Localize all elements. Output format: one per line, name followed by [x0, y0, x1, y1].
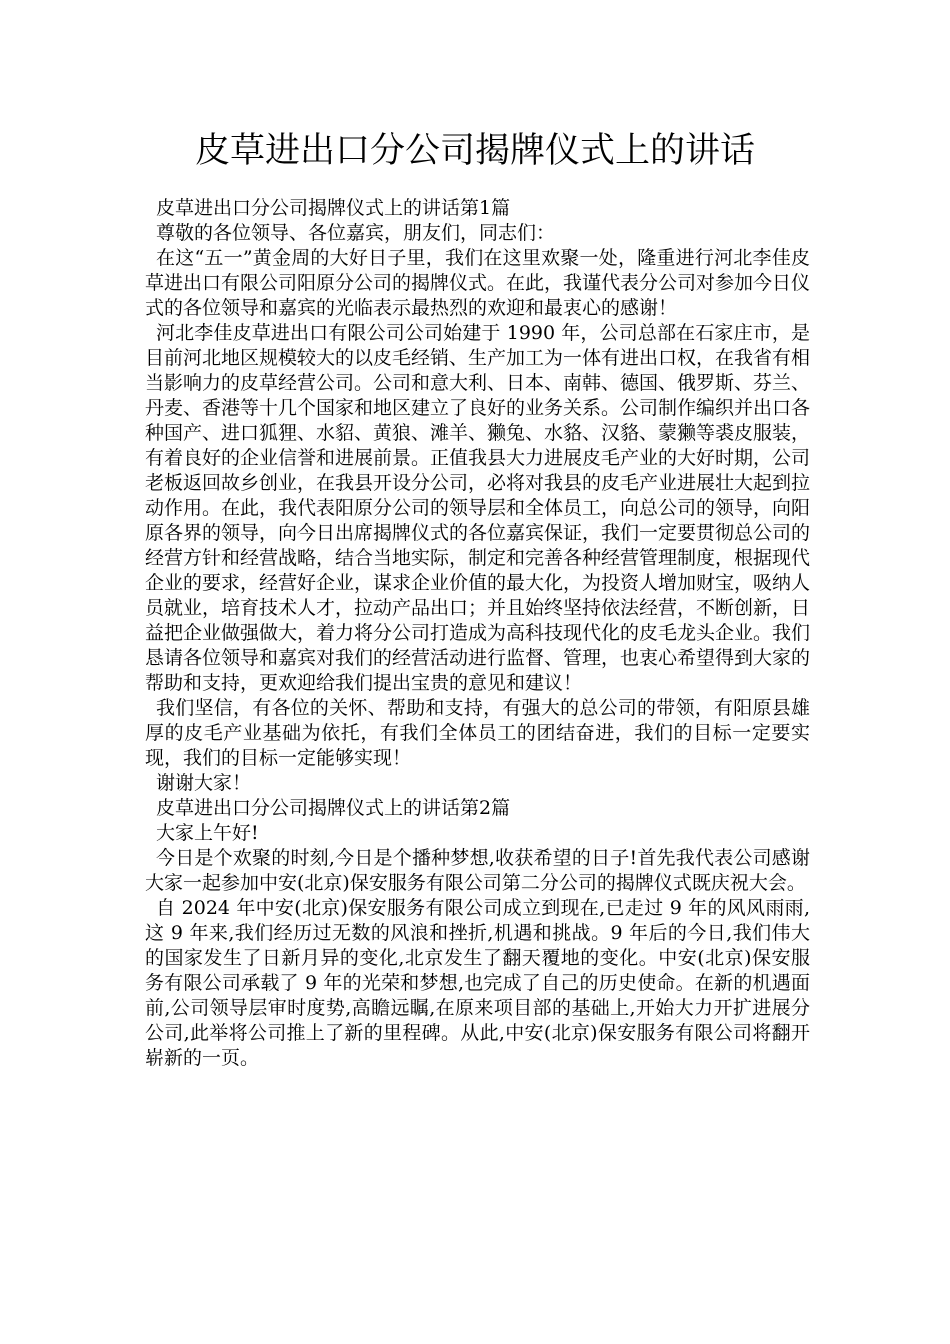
salutation-1: 尊敬的各位领导、各位嘉宾，朋友们，同志们：: [156, 222, 556, 244]
salutation-2: 大家上午好!: [156, 822, 259, 844]
paragraph: 自 2024 年中安(北京)保安服务有限公司成立到现在,已走过 9 年的风风雨雨,这 9 年来,我们经历过无数的风浪和挫折,机遇和挑战。9 年后的今日,我们伟大的国家发生了日新月异的变化,北京发生了翻天覆地的变化。中安(北京)保安服务有限公司承载了 9 年的光荣和梦想,也完成了自己的历史使命。在新的机遇面前,公司领导层审时度势,高瞻远瞩,在原来项目部的基础上,开始大力开扩进展分公司,此举将公司推上了新的里程碑。从此,中安(北京)保安服务有限公司将翻开崭新的一页。: [145, 897, 810, 1069]
document-body: [145, 196, 810, 1071]
paragraph: 在这“五一”黄金周的大好日子里，我们在这里欢聚一处，隆重进行河北李佳皮草进出口有限公司阳原分公司的揭牌仪式。在此，我谨代表分公司对参加今日仪式的各位领导和嘉宾的光临表示最热烈的欢迎和最衷心的感谢！: [145, 247, 811, 319]
paragraph: 我们坚信，有各位的关怀、帮助和支持，有强大的总公司的带领，有阳原县雄厚的皮毛产业基础为依托，有我们全体员工的团结奋进，我们的目标一定要实现，我们的目标一定能够实现！: [145, 697, 810, 769]
section-heading-2: 皮草进出口分公司揭牌仪式上的讲话第2篇: [156, 797, 511, 819]
paragraph: 今日是个欢聚的时刻,今日是个播种梦想,收获希望的日子!首先我代表公司感谢大家一起参加中安(北京)保安服务有限公司第二分公司的揭牌仪式既庆祝大会。: [145, 847, 810, 894]
section-heading-1: 皮草进出口分公司揭牌仪式上的讲话第1篇: [156, 197, 511, 219]
paragraph: 河北李佳皮草进出口有限公司公司始建于 1990 年，公司总部在石家庄市，是目前河北地区规模较大的以皮毛经销、生产加工为一体有进出口权，在我省有相当影响力的皮草经营公司。公司和意大利、日本、南韩、德国、俄罗斯、芬兰、丹麦、香港等十几个国家和地区建立了良好的业务关系。公司制作编织并出口各种国产、进口狐狸、水貂、黄狼、滩羊、獭兔、水貉、汉貉、蒙獭等裘皮服装，有着良好的企业信誉和进展前景。正值我县大力进展皮毛产业的大好时期，公司老板返回故乡创业，在我县开设分公司，必将对我县的皮毛产业进展壮大起到拉动作用。在此，我代表阳原分公司的领导层和全体员工，向总公司的领导，向阳原各界的领导，向今日出席揭牌仪式的各位嘉宾保证，我们一定要贯彻总公司的经营方针和经营战略，结合当地实际，制定和完善各种经营管理制度，根据现代企业的要求，经营好企业，谋求企业价值的最大化，为投资人增加财宝，吸纳人员就业，培育技术人才，拉动产品出口；并且始终坚持依法经营，不断创新，日益把企业做强做大，着力将分公司打造成为高科技现代化的皮毛龙头企业。我们恳请各位领导和嘉宾对我们的经营活动进行监督、管理，也衷心希望得到大家的帮助和支持，更欢迎给我们提出宝贵的意见和建议！: [145, 322, 811, 694]
closing-thanks: 谢谢大家！: [156, 772, 252, 794]
document-title: 皮草进出口分公司揭牌仪式上的讲话: [194, 131, 755, 171]
